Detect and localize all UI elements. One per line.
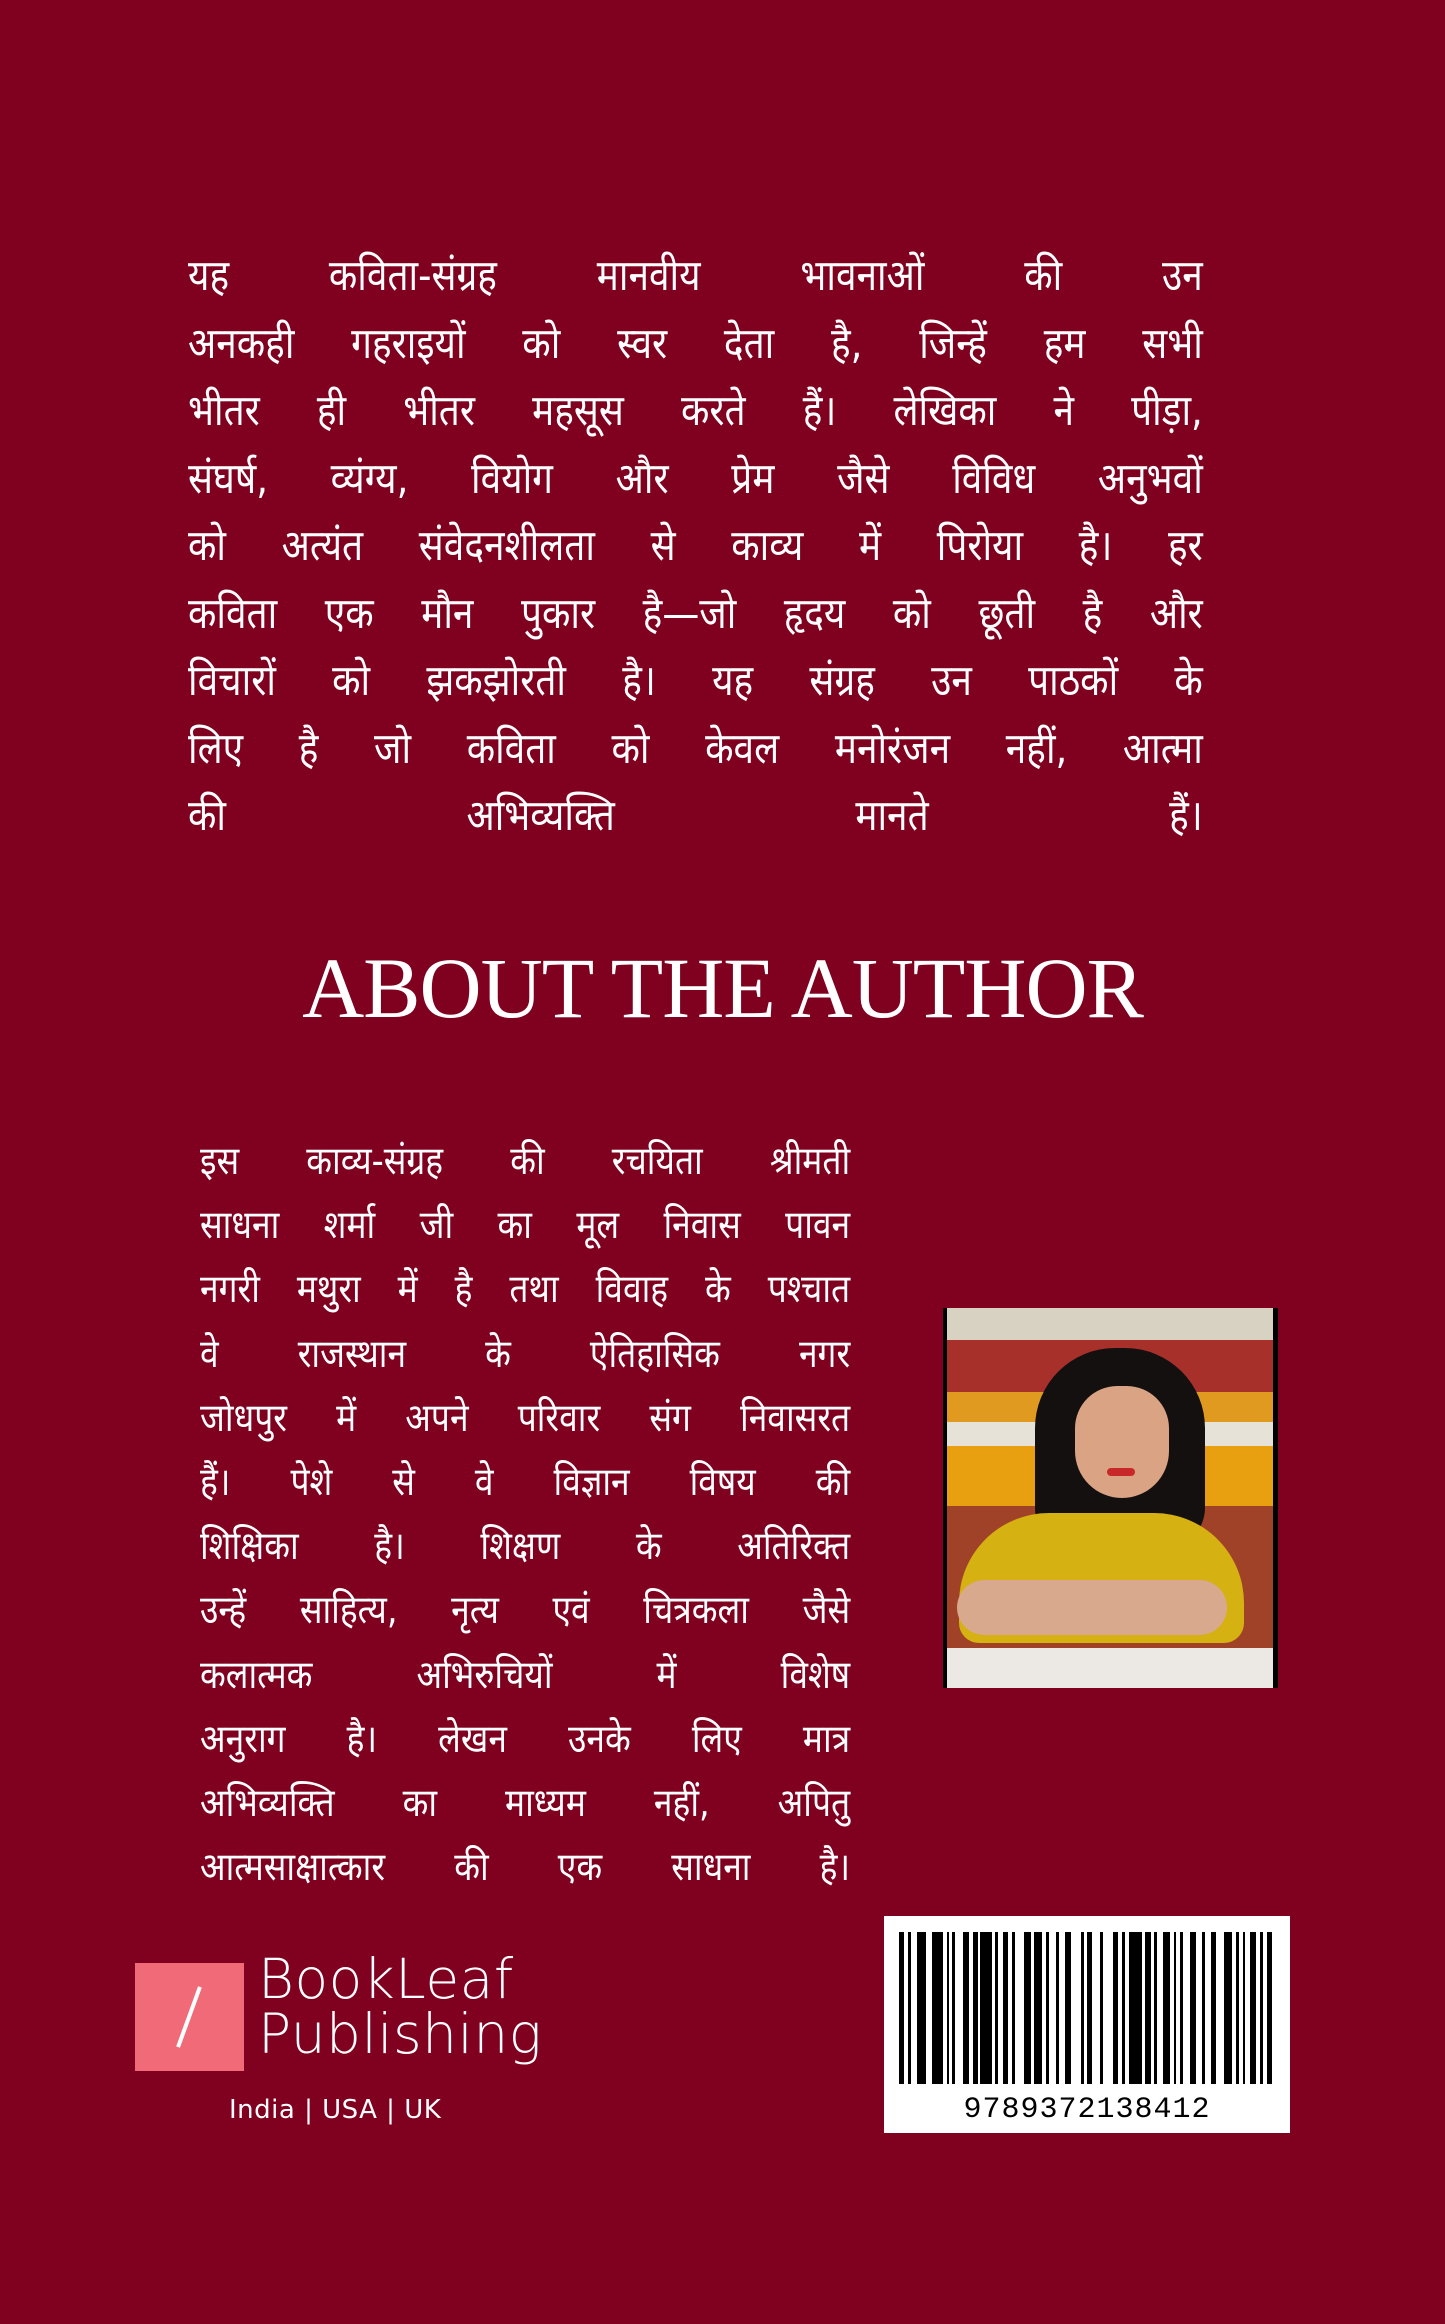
blurb-line: संघर्ष, व्यंग्य, वियोग और प्रेम जैसे विविध अनुभवों (188, 453, 1203, 504)
bio-line: अभिव्यक्ति का माध्यम नहीं, अपितु (200, 1781, 851, 1827)
slash-icon (176, 1986, 202, 2048)
bio-line: कलात्मक अभिरुचियों में विशेष (200, 1652, 851, 1698)
blurb-line: की अभिव्यक्ति मानते हैं। (188, 791, 1203, 841)
blurb-line: को अत्यंत संवेदनशीलता से काव्य में पिरोया है। हर (188, 521, 1203, 571)
publisher-regions: India | USA | UK (229, 2095, 442, 2125)
publisher-name-line1: BookLeaf (258, 1947, 514, 2011)
bio-line: नगरी मथुरा में है तथा विवाह के पश्चात (200, 1267, 851, 1313)
blurb-line: विचारों को झकझोरती है। यह संग्रह उन पाठकों के (188, 656, 1203, 706)
bookleaf-logo-icon (135, 1963, 244, 2071)
publisher-name (258, 1947, 543, 2066)
bio-line: हैं। पेशे से वे विज्ञान विषय की (200, 1460, 851, 1506)
isbn-number: 9789372138412 (963, 2093, 1211, 2127)
about-the-author-heading: ABOUT THE AUTHOR (302, 940, 1143, 1036)
blurb-line: कविता एक मौन पुकार है—जो हृदय को छूती है और (188, 588, 1203, 639)
photo-table (947, 1648, 1273, 1688)
isbn-barcode (884, 1916, 1290, 2133)
bio-line: जोधपुर में अपने परिवार संग निवासरत (200, 1395, 851, 1441)
bio-line: आत्मसाक्षात्कार की एक साधना है। (200, 1845, 851, 1891)
publisher-name-line2: Publishing (258, 2002, 543, 2066)
bio-line: उन्हें साहित्य, नृत्य एवं चित्रकला जैसे (200, 1588, 851, 1634)
back-cover-blurb (188, 243, 1203, 851)
blurb-line: भीतर ही भीतर महसूस करते हैं। लेखिका ने पीड़ा, (188, 386, 1203, 436)
bio-line: साधना शर्मा जी का मूल निवास पावन (200, 1203, 851, 1249)
blurb-line: लिए है जो कविता को केवल मनोरंजन नहीं, आत्मा (188, 723, 1203, 774)
photo-arms (957, 1580, 1227, 1635)
photo-bg-wall (947, 1308, 1273, 1340)
author-photo (943, 1308, 1278, 1688)
blurb-line: अनकही गहराइयों को स्वर देता है, जिन्हें हम सभी (188, 318, 1203, 369)
barcode-bars-icon (884, 1932, 1290, 2084)
bio-line: शिक्षिका है। शिक्षण के अतिरिक्त (200, 1524, 851, 1570)
bio-line: अनुराग है। लेखन उनके लिए मात्र (200, 1716, 851, 1762)
bio-line: वे राजस्थान के ऐतिहासिक नगर (200, 1331, 851, 1377)
photo-face (1075, 1386, 1169, 1498)
photo-lips (1107, 1468, 1135, 1476)
blurb-line: यह कविता-संग्रह मानवीय भावनाओं की उन (188, 251, 1203, 301)
author-bio (200, 1130, 850, 1900)
bio-line: इस काव्य-संग्रह की रचयिता श्रीमती (200, 1139, 851, 1184)
